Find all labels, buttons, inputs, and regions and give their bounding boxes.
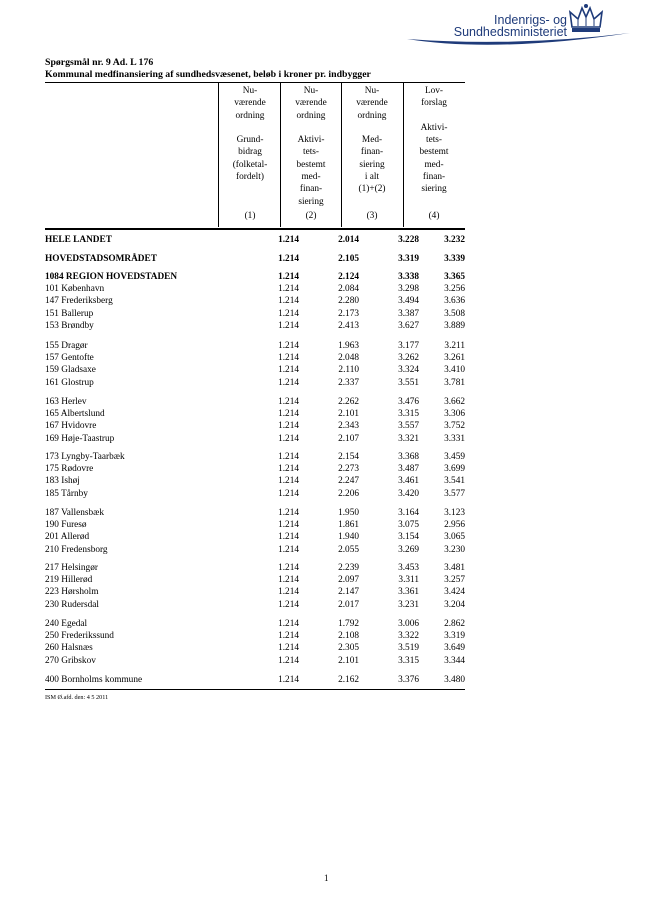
value-cell: 1.214	[278, 452, 299, 462]
value-cell: 3.006	[398, 619, 419, 629]
value-cell: 2.048	[338, 353, 359, 364]
table-row	[45, 295, 465, 307]
municipality-name: 165 Albertslund	[45, 409, 105, 420]
value-cell: 3.065	[444, 532, 465, 543]
table-group	[45, 253, 465, 265]
value-cell: 3.306	[444, 409, 465, 420]
value-cell: 3.154	[398, 532, 419, 543]
value-cell: 2.956	[444, 520, 465, 531]
value-cell: 3.298	[398, 284, 419, 295]
value-cell: 1.214	[278, 320, 299, 331]
value-cell: 3.551	[398, 377, 419, 388]
municipality-name: 163 Herlev	[45, 397, 87, 407]
value-cell: 3.649	[444, 643, 465, 654]
table-row	[45, 630, 465, 642]
table-row	[45, 586, 465, 598]
value-cell: 3.204	[444, 599, 465, 610]
value-cell: 3.321	[398, 433, 419, 444]
value-cell: 2.247	[338, 476, 359, 487]
municipality-name: 210 Fredensborg	[45, 544, 108, 555]
municipality-name: HELE LANDET	[45, 235, 112, 245]
value-cell: 3.420	[398, 488, 419, 499]
column-number-3: (3)	[366, 211, 378, 221]
heading-rule	[45, 82, 465, 83]
value-cell: 2.206	[338, 488, 359, 499]
municipality-name: HOVEDSTADSOMRÅDET	[45, 254, 157, 264]
table-group	[45, 618, 465, 667]
value-cell: 3.344	[444, 655, 465, 666]
municipality-name: 157 Gentofte	[45, 353, 94, 364]
table-group	[45, 340, 465, 389]
value-cell: 1.792	[338, 619, 359, 629]
value-cell: 3.376	[398, 675, 419, 685]
value-cell: 2.162	[338, 675, 359, 685]
value-cell: 1.214	[278, 296, 299, 307]
table-row	[45, 352, 465, 364]
footnote: ISM Ø.afd. den: 4 5 2011	[45, 694, 109, 701]
value-cell: 1.214	[278, 655, 299, 666]
value-cell: 2.110	[338, 365, 359, 376]
table-row	[45, 377, 465, 389]
value-cell: 1.214	[278, 575, 299, 586]
value-cell: 3.889	[444, 320, 465, 331]
value-cell: 3.311	[398, 575, 419, 586]
value-cell: 3.368	[398, 452, 419, 462]
value-cell: 3.487	[398, 464, 419, 475]
value-cell: 2.343	[338, 421, 359, 432]
value-cell: 3.075	[398, 520, 419, 531]
value-cell: 3.476	[398, 397, 419, 407]
value-cell: 1.214	[278, 272, 299, 282]
value-cell: 2.305	[338, 643, 359, 654]
value-cell: 3.269	[398, 544, 419, 555]
value-cell: 1.214	[278, 631, 299, 642]
municipality-name: 187 Vallensbæk	[45, 508, 104, 518]
page-number: 1	[324, 873, 329, 883]
table-row	[45, 488, 465, 500]
value-cell: 1.214	[278, 409, 299, 420]
value-cell: 3.177	[398, 341, 419, 351]
value-cell: 2.107	[338, 433, 359, 444]
value-cell: 3.315	[398, 655, 419, 666]
table-row	[45, 463, 465, 475]
municipality-name: 155 Dragør	[45, 341, 88, 351]
table-row	[45, 618, 465, 630]
value-cell: 2.101	[338, 409, 359, 420]
table-row	[45, 674, 465, 686]
table-group	[45, 674, 465, 686]
value-cell: 3.228	[398, 235, 419, 245]
value-cell: 3.662	[444, 397, 465, 407]
ministry-logo	[405, 3, 645, 49]
value-cell: 3.319	[444, 631, 465, 642]
value-cell: 3.257	[444, 575, 465, 586]
value-cell: 1.214	[278, 563, 299, 573]
municipality-name: 173 Lyngby-Taarbæk	[45, 452, 125, 462]
value-cell: 2.337	[338, 377, 359, 388]
table-row	[45, 234, 465, 246]
value-cell: 1.214	[278, 284, 299, 295]
value-cell: 3.557	[398, 421, 419, 432]
value-cell: 2.173	[338, 308, 359, 319]
municipality-name: 169 Høje-Taastrup	[45, 433, 115, 444]
value-cell: 1.214	[278, 397, 299, 407]
municipality-name: 230 Rudersdal	[45, 599, 99, 610]
value-cell: 1.950	[338, 508, 359, 518]
table-row	[45, 420, 465, 432]
value-cell: 3.339	[444, 254, 465, 264]
table-row	[45, 451, 465, 463]
table-row	[45, 507, 465, 519]
municipality-name: 159 Gladsaxe	[45, 365, 96, 376]
value-cell: 3.480	[444, 675, 465, 685]
column-divider	[218, 83, 219, 227]
table-row	[45, 271, 465, 283]
table-row	[45, 253, 465, 265]
table-row	[45, 562, 465, 574]
value-cell: 3.319	[398, 254, 419, 264]
question-title: Spørgsmål nr. 9 Ad. L 176	[45, 57, 154, 68]
value-cell: 1.214	[278, 675, 299, 685]
table-row	[45, 599, 465, 611]
value-cell: 3.315	[398, 409, 419, 420]
table-row	[45, 475, 465, 487]
value-cell: 2.239	[338, 563, 359, 573]
municipality-name: 250 Frederikssund	[45, 631, 114, 642]
municipality-name: 167 Hvidovre	[45, 421, 97, 432]
column-number-1: (1)	[244, 211, 256, 221]
value-cell: 3.256	[444, 284, 465, 295]
value-cell: 1.214	[278, 476, 299, 487]
value-cell: 3.752	[444, 421, 465, 432]
table-row	[45, 544, 465, 556]
table-group	[45, 234, 465, 246]
value-cell: 3.262	[398, 353, 419, 364]
value-cell: 2.055	[338, 544, 359, 555]
municipality-name: 223 Hørsholm	[45, 587, 99, 598]
value-cell: 3.541	[444, 476, 465, 487]
value-cell: 1.214	[278, 235, 299, 245]
value-cell: 3.361	[398, 587, 419, 598]
table-group	[45, 507, 465, 556]
value-cell: 1.940	[338, 532, 359, 543]
municipality-name: 151 Ballerup	[45, 308, 94, 319]
value-cell: 1.214	[278, 619, 299, 629]
value-cell: 1.214	[278, 587, 299, 598]
municipality-name: 153 Brøndby	[45, 320, 94, 331]
crown-icon	[567, 3, 605, 35]
municipality-name: 270 Gribskov	[45, 655, 96, 666]
value-cell: 2.273	[338, 464, 359, 475]
value-cell: 2.108	[338, 631, 359, 642]
table-row	[45, 574, 465, 586]
municipality-name: 260 Halsnæs	[45, 643, 93, 654]
value-cell: 3.459	[444, 452, 465, 462]
value-cell: 3.123	[444, 508, 465, 518]
value-cell: 1.214	[278, 464, 299, 475]
value-cell: 2.262	[338, 397, 359, 407]
value-cell: 1.214	[278, 353, 299, 364]
value-cell: 2.101	[338, 655, 359, 666]
column-number-4: (4)	[428, 211, 440, 221]
document-heading	[45, 57, 371, 81]
municipality-name: 400 Bornholms kommune	[45, 675, 143, 685]
value-cell: 3.781	[444, 377, 465, 388]
table-row	[45, 642, 465, 654]
value-cell: 1.861	[338, 520, 359, 531]
value-cell: 3.453	[398, 563, 419, 573]
value-cell: 1.214	[278, 488, 299, 499]
value-cell: 3.230	[444, 544, 465, 555]
value-cell: 2.097	[338, 575, 359, 586]
table-row	[45, 320, 465, 332]
value-cell: 2.017	[338, 599, 359, 610]
municipality-name: 183 Ishøj	[45, 476, 80, 487]
value-cell: 2.084	[338, 284, 359, 295]
value-cell: 3.494	[398, 296, 419, 307]
value-cell: 3.508	[444, 308, 465, 319]
column-header-3: Nu- værende ordning Med- finan- siering i alt (1)+(2)	[356, 86, 388, 195]
value-cell: 3.519	[398, 643, 419, 654]
value-cell: 1.214	[278, 254, 299, 264]
value-cell: 2.413	[338, 320, 359, 331]
value-cell: 3.481	[444, 563, 465, 573]
value-cell: 3.387	[398, 308, 419, 319]
column-header-4: Lov- forslag Aktivi- tets- bestemt med- finan- siering	[419, 86, 449, 195]
municipality-name: 175 Rødovre	[45, 464, 94, 475]
value-cell: 3.410	[444, 365, 465, 376]
table-row	[45, 408, 465, 420]
value-cell: 2.862	[444, 619, 465, 629]
municipality-name: 1084 REGION HOVEDSTADEN	[45, 272, 178, 282]
column-header-1: Nu- værende ordning Grund- bidrag (folketal- fordelt)	[232, 86, 268, 183]
municipality-name: 190 Furesø	[45, 520, 87, 531]
value-cell: 1.214	[278, 508, 299, 518]
table-row	[45, 433, 465, 445]
value-cell: 3.338	[398, 272, 419, 282]
value-cell: 3.231	[398, 599, 419, 610]
table-group	[45, 271, 465, 332]
logo-line-2: Sundhedsministeriet	[453, 25, 567, 39]
value-cell: 2.154	[338, 452, 359, 462]
value-cell: 2.014	[338, 235, 359, 245]
column-header-2: Nu- værende ordning Aktivi- tets- bestemt med- finan- siering	[295, 86, 327, 207]
municipality-name: 217 Helsingør	[45, 563, 98, 573]
table-group	[45, 396, 465, 445]
table-row	[45, 519, 465, 531]
table-row	[45, 283, 465, 295]
value-cell: 3.636	[444, 296, 465, 307]
municipality-name: 147 Frederiksberg	[45, 296, 113, 307]
value-cell: 3.424	[444, 587, 465, 598]
value-cell: 2.124	[338, 272, 359, 282]
value-cell: 1.214	[278, 532, 299, 543]
value-cell: 2.280	[338, 296, 359, 307]
value-cell: 1.214	[278, 544, 299, 555]
header-bottom-rule	[45, 228, 465, 230]
table-bottom-rule	[45, 689, 465, 690]
table-row	[45, 531, 465, 543]
value-cell: 3.232	[444, 235, 465, 245]
column-number-2: (2)	[305, 211, 317, 221]
table-group	[45, 451, 465, 500]
value-cell: 3.324	[398, 365, 419, 376]
municipality-name: 219 Hillerød	[45, 575, 93, 586]
value-cell: 2.147	[338, 587, 359, 598]
value-cell: 3.164	[398, 508, 419, 518]
table-row	[45, 340, 465, 352]
value-cell: 1.214	[278, 308, 299, 319]
value-cell: 1.963	[338, 341, 359, 351]
table-row	[45, 364, 465, 376]
value-cell: 1.214	[278, 520, 299, 531]
value-cell: 3.322	[398, 631, 419, 642]
value-cell: 3.261	[444, 353, 465, 364]
municipality-name: 185 Tårnby	[45, 488, 88, 499]
value-cell: 1.214	[278, 599, 299, 610]
value-cell: 3.699	[444, 464, 465, 475]
municipality-name: 240 Egedal	[45, 619, 88, 629]
value-cell: 1.214	[278, 365, 299, 376]
value-cell: 3.331	[444, 433, 465, 444]
value-cell: 2.105	[338, 254, 359, 264]
municipality-name: 201 Allerød	[45, 532, 90, 543]
value-cell: 1.214	[278, 421, 299, 432]
table-row	[45, 396, 465, 408]
table-row	[45, 308, 465, 320]
table-group	[45, 562, 465, 611]
value-cell: 1.214	[278, 433, 299, 444]
municipality-name: 161 Glostrup	[45, 377, 94, 388]
value-cell: 1.214	[278, 341, 299, 351]
table-row	[45, 655, 465, 667]
value-cell: 3.577	[444, 488, 465, 499]
value-cell: 1.214	[278, 643, 299, 654]
table-title: Kommunal medfinansiering af sundhedsvæsenet, beløb i kroner pr. indbygger	[45, 69, 371, 80]
value-cell: 3.627	[398, 320, 419, 331]
value-cell: 3.461	[398, 476, 419, 487]
logo-line-1: Indenrigs- og	[494, 13, 567, 27]
value-cell: 3.211	[444, 341, 465, 351]
value-cell: 1.214	[278, 377, 299, 388]
municipality-name: 101 København	[45, 284, 105, 295]
value-cell: 3.365	[444, 272, 465, 282]
